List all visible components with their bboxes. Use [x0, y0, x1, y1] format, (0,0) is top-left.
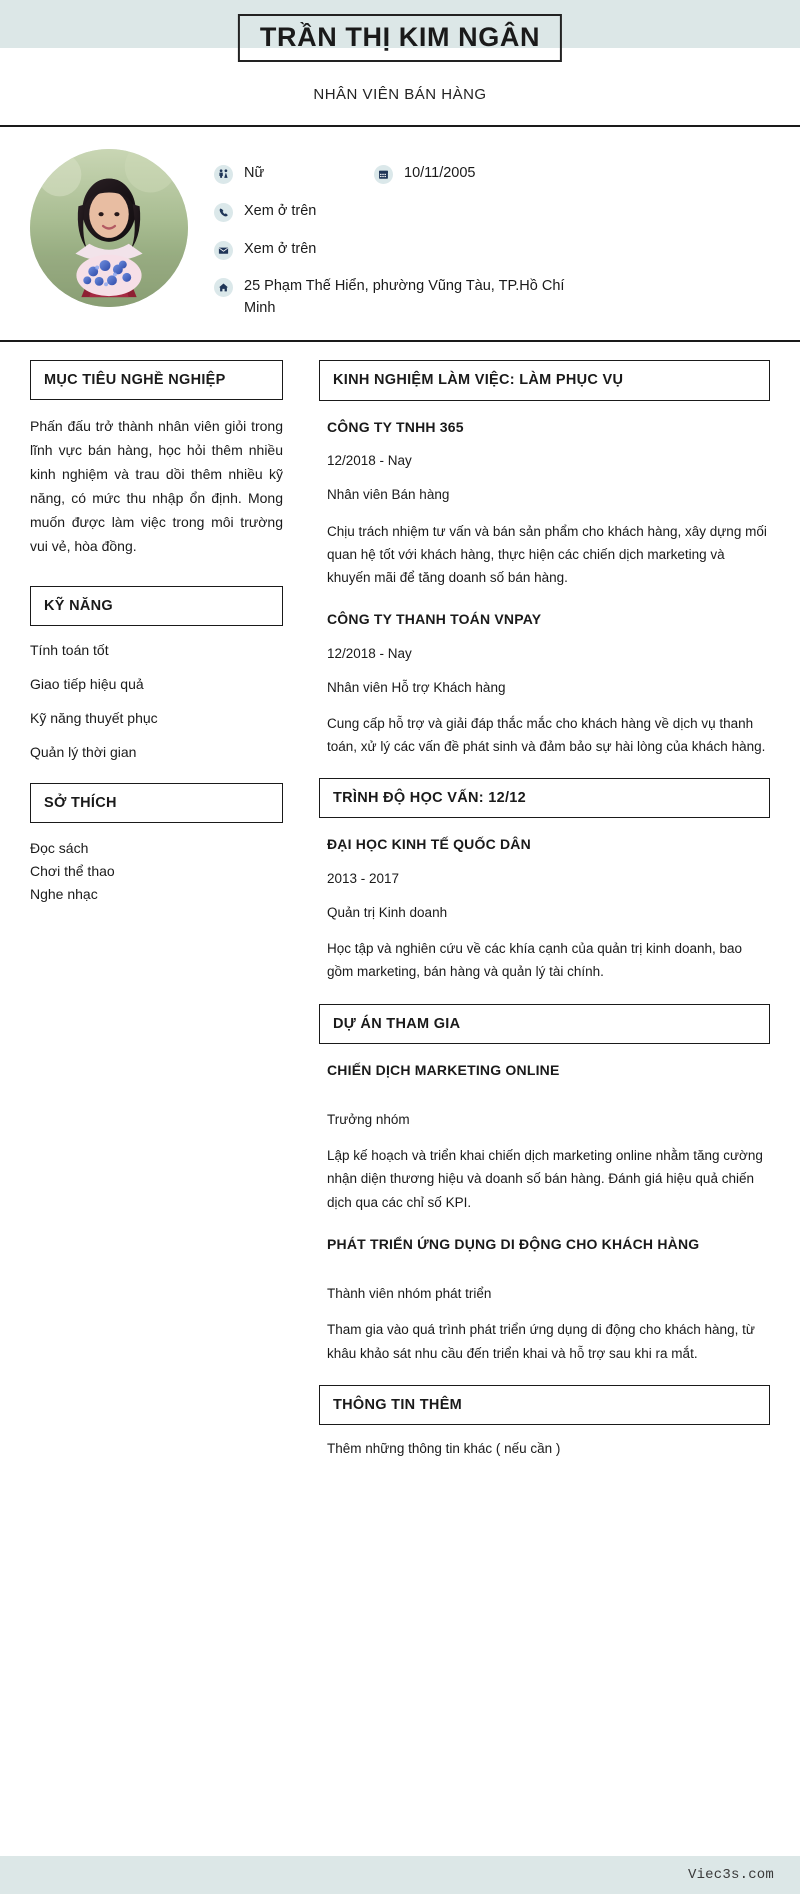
experience-entry [319, 609, 770, 758]
experience-role: Nhân viên Hỗ trợ Khách hàng [327, 679, 506, 695]
section-header-hobbies [30, 783, 283, 823]
birthday-value: 10/11/2005 [404, 165, 476, 181]
contact-row-gender-birthday [214, 163, 776, 185]
contact-row-address [214, 276, 776, 320]
objective-heading: MỤC TIÊU NGHỀ NGHIỆP [44, 371, 226, 388]
education-heading: TRÌNH ĐỘ HỌC VẤN: 12/12 [333, 790, 527, 807]
education-entry [319, 834, 770, 983]
contact-email[interactable] [214, 239, 316, 261]
education-period: 2013 - 2017 [327, 870, 400, 886]
project-description: Tham gia vào quá trình phát triển ứng dụng di động cho khách hàng, từ khâu khảo sát nhu cầu đến triển khai và hỗ trợ sau khi ra mắt. [327, 1322, 755, 1361]
project-role: Thành viên nhóm phát triển [327, 1286, 492, 1302]
contact-phone[interactable] [214, 201, 316, 223]
contact-section [0, 127, 800, 340]
contact-row-email [214, 239, 776, 261]
footer [0, 1856, 800, 1894]
cv-body [0, 342, 800, 1503]
list-item: Giao tiếp hiệu quả [30, 676, 144, 693]
education-description: Học tập và nghiên cứu về các khía cạnh của quản trị kinh doanh, bao gồm marketing, bán hàng và quản lý tài chính. [327, 941, 743, 980]
candidate-name: TRẦN THỊ KIM NGÂN [259, 22, 541, 52]
experience-heading: KINH NGHIỆM LÀM VIỆC: LÀM PHỤC VỤ [333, 371, 624, 388]
experience-company: CÔNG TY TNHH 365 [327, 418, 464, 435]
section-header-additional [319, 1385, 770, 1425]
project-entry [319, 1234, 770, 1365]
contact-row-phone [214, 201, 776, 223]
footer-site-label: Viec3s.com [687, 1867, 774, 1883]
gender-value: Nữ [244, 165, 265, 181]
skills-list [30, 640, 283, 763]
right-column [305, 342, 800, 1503]
section-header-experience [319, 360, 770, 401]
contact-gender [214, 163, 374, 185]
spacer [30, 558, 283, 586]
education-school: ĐẠI HỌC KINH TẾ QUỐC DÂN [327, 836, 531, 853]
calendar-icon [374, 165, 393, 184]
projects-heading: DỰ ÁN THAM GIA [333, 1015, 461, 1032]
experience-entry [319, 417, 770, 589]
spacer [319, 1094, 770, 1110]
hobbies-heading: SỞ THÍCH [44, 795, 117, 812]
contact-details [214, 149, 776, 320]
project-entry [319, 1060, 770, 1214]
experience-description: Cung cấp hỗ trợ và giải đáp thắc mắc cho khách hàng về dịch vụ thanh toán, xử lý các vấn đề phát sinh và đảm bảo sự hài lòng của khách hàng. [327, 716, 766, 755]
section-header-objective [30, 360, 283, 400]
contact-birthday [374, 163, 476, 185]
envelope-icon [214, 241, 233, 260]
list-item: Quản lý thời gian [30, 744, 137, 761]
spacer [319, 1268, 770, 1284]
experience-period: 12/2018 - Nay [327, 645, 412, 661]
gender-icon [214, 165, 233, 184]
spacer [30, 763, 283, 783]
project-role: Trưởng nhóm [327, 1111, 410, 1127]
project-name: CHIẾN DỊCH MARKETING ONLINE [327, 1061, 560, 1078]
experience-period: 12/2018 - Nay [327, 453, 412, 469]
experience-description: Chịu trách nhiệm tư vấn và bán sản phẩm cho khách hàng, xây dựng mối quan hệ tốt với khách hàng, thực hiện các chiến dịch marketing và khuyến mãi để tăng doanh số bán hàng. [327, 523, 767, 585]
additional-body: Thêm những thông tin khác ( nếu cần ) [327, 1440, 561, 1456]
experience-role: Nhân viên Bán hàng [327, 487, 450, 503]
phone-icon [214, 203, 233, 222]
section-header-education [319, 778, 770, 818]
experience-company: CÔNG TY THANH TOÁN VNPAY [327, 611, 542, 628]
list-item: Kỹ năng thuyết phục [30, 710, 158, 727]
candidate-name-box [238, 14, 562, 62]
list-item: Chơi thể thao [30, 862, 115, 879]
left-column [0, 342, 305, 945]
list-item: Đọc sách [30, 840, 89, 857]
list-item: Tính toán tốt [30, 642, 109, 659]
additional-heading: THÔNG TIN THÊM [333, 1396, 463, 1413]
home-icon [214, 278, 233, 297]
email-value: Xem ở trên [244, 240, 317, 257]
section-header-projects [319, 1004, 770, 1044]
avatar [30, 149, 188, 307]
section-header-skills [30, 586, 283, 626]
phone-value: Xem ở trên [244, 202, 317, 219]
education-major: Quản trị Kinh doanh [327, 904, 448, 920]
hobbies-list [30, 837, 283, 905]
objective-body: Phấn đấu trở thành nhân viên giỏi trong lĩnh vực bán hàng, học hỏi thêm nhiều kinh nghiệm và trau dồi thêm nhiều kỹ năng, có mức thu nhập ổn định. Mong muốn được làm việc trong môi trường vui vẻ, hòa đồng. [30, 417, 283, 555]
contact-address [214, 276, 574, 320]
skills-heading: KỸ NĂNG [44, 598, 113, 615]
list-item: Nghe nhạc [30, 885, 98, 902]
address-value: 25 Phạm Thế Hiển, phường Vũng Tàu, TP.Hồ Chí Minh [244, 278, 565, 316]
project-description: Lập kế hoạch và triển khai chiến dịch marketing online nhằm tăng cường nhận diện thương hiệu và doanh số bán hàng. Đánh giá hiệu quả chiến dịch qua các chỉ số KPI. [327, 1148, 763, 1210]
cv-header [0, 0, 800, 125]
candidate-job-title: NHÂN VIÊN BÁN HÀNG [313, 86, 487, 103]
project-name: PHÁT TRIỂN ỨNG DỤNG DI ĐỘNG CHO KHÁCH HÀNG [327, 1235, 700, 1252]
